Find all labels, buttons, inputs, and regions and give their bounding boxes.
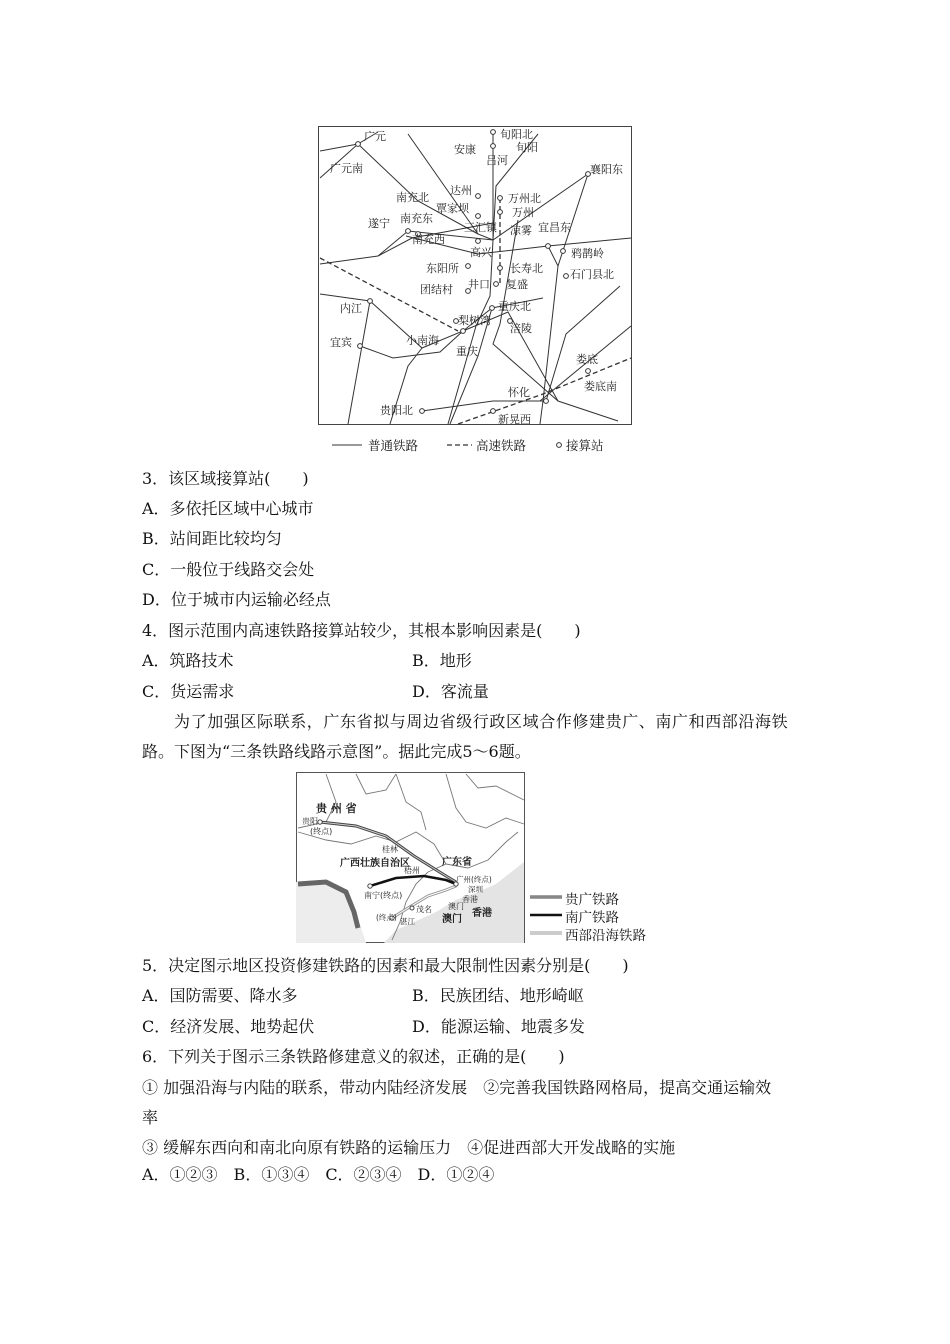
label-guangyuan: 广元 — [364, 130, 386, 143]
label-nanchongbei: 南充北 — [396, 191, 429, 204]
legend-highspeed-railway: 高速铁路 — [476, 438, 527, 453]
label-yaqueling: 鸦鹊岭 — [571, 247, 604, 260]
label-xunyangbei: 旬阳北 — [500, 128, 533, 141]
label-yichangdong: 宜昌东 — [538, 221, 571, 234]
label-hongkong-small: 香港 — [462, 895, 478, 904]
label-zhanjiang: 湛江 — [400, 917, 415, 926]
label-neijiang: 内江 — [340, 302, 362, 315]
map2-legend — [530, 888, 670, 944]
label-guangyuannan: 广元南 — [330, 162, 363, 175]
three-railways-map-svg — [296, 772, 526, 944]
label-guiyang: 贵阳 — [302, 817, 318, 826]
three-railways-map — [296, 772, 526, 944]
label-zhanjiang-terminal: (终点) — [376, 913, 397, 922]
label-maoming: 茂名 — [416, 905, 432, 914]
q6-options: A．①②③ B．①③④ C．②③④ D．①②④ — [142, 1165, 495, 1184]
q6-stem: 6．下列关于图示三条铁路修建意义的叙述，正确的是( ) — [142, 1047, 565, 1066]
label-huaihua: 怀化 — [508, 386, 530, 399]
label-macau-small: 澳门 — [448, 902, 464, 911]
q4-stem: 4．图示范围内高速铁路接算站较少，其根本影响因素是( ) — [142, 621, 581, 640]
legend-nanguang: 南广铁路 — [565, 910, 619, 926]
q5-option-b: B．民族团结、地形崎岖 — [412, 986, 584, 1005]
label-chongqing: 重庆 — [456, 345, 478, 358]
q3-option-a: A．多依托区域中心城市 — [142, 499, 314, 518]
legend-station: 接算站 — [566, 438, 604, 453]
label-liangwu: 凉雾 — [510, 224, 532, 237]
label-lvhe: 吕河 — [486, 154, 508, 167]
label-loudi: 娄底 — [576, 353, 598, 366]
intro-line-2: 路。下图为“三条铁路线路示意图”。据此完成5～6题。 — [142, 742, 531, 761]
label-dazhou: 达州 — [450, 184, 472, 197]
label-sanhuizhen: 三汇镇 — [464, 221, 497, 234]
label-tuanjiecun: 团结村 — [420, 283, 453, 296]
label-wanzhoubei: 万州北 — [508, 192, 541, 205]
legend-normal-railway: 普通铁路 — [368, 438, 419, 453]
label-chongqingbei: 重庆北 — [498, 300, 531, 313]
label-lishuwan: 梨树湾 — [458, 314, 491, 327]
label-hongkong: 香港 — [472, 908, 492, 919]
label-xinhuangxi: 新晃西 — [498, 413, 531, 426]
label-xunyang: 旬阳 — [516, 141, 538, 154]
q6-statements-1: ① 加强沿海与内陆的联系，带动内陆经济发展 ②完善我国铁路网格局，提高交通运输效 — [142, 1078, 772, 1097]
label-gaoxing: 高兴 — [470, 246, 492, 259]
q5-option-d: D．能源运输、地震多发 — [412, 1017, 585, 1036]
q4-option-a: A．筑路技术 — [142, 651, 234, 670]
label-loudinan: 娄底南 — [584, 380, 617, 393]
label-changshoubei: 长寿北 — [510, 262, 543, 275]
q5-option-c: C．经济发展、地势起伏 — [142, 1017, 315, 1036]
label-guilin: 桂林 — [382, 845, 398, 854]
label-guiyangbei: 贵阳北 — [380, 404, 413, 417]
legend-coastal: 西部沿海铁路 — [565, 928, 646, 944]
q6-statements-1-cont: 率 — [142, 1108, 159, 1127]
label-ankang: 安康 — [454, 143, 476, 156]
label-wanzhou: 万州 — [512, 206, 534, 219]
q4-option-c: C．货运需求 — [142, 682, 235, 701]
label-dongyangsuo: 东阳所 — [426, 262, 459, 275]
q5-stem: 5．决定图示地区投资修建铁路的因素和最大限制性因素分别是( ) — [142, 956, 629, 975]
label-shimenxianbei: 石门县北 — [570, 268, 614, 281]
q4-option-d: D．客流量 — [412, 682, 489, 701]
label-guiyang-terminal: (终点) — [310, 827, 333, 836]
label-xiaonanhai: 小南海 — [406, 334, 439, 347]
label-guangzhou: 广州(终点) — [456, 875, 492, 884]
q5-option-a: A．国防需要、降水多 — [142, 986, 298, 1005]
intro-line-1: 为了加强区际联系，广东省拟与周边省级行政区域合作修建贵广、南广和西部沿海铁 — [174, 712, 789, 731]
map1-legend — [332, 436, 632, 454]
q3-stem: 3．该区域接算站( ) — [142, 469, 309, 488]
q3-option-b: B．站间距比较均匀 — [142, 529, 282, 548]
label-nanning: 南宁(终点) — [364, 891, 403, 900]
label-guangdong: 广东省 — [442, 857, 472, 868]
q3-option-d: D．位于城市内运输必经点 — [142, 590, 331, 609]
label-nanchongxi: 南充西 — [412, 233, 445, 246]
label-shenzhen: 深圳 — [468, 885, 483, 894]
legend-guiguang: 贵广铁路 — [565, 892, 619, 908]
label-fuling: 涪陵 — [510, 322, 532, 335]
railway-map-svg — [318, 126, 633, 426]
q4-option-b: B．地形 — [412, 651, 472, 670]
label-fusheng: 复盛 — [506, 278, 528, 291]
label-wuzhou: 梧州 — [404, 866, 420, 875]
label-yibin: 宜宾 — [330, 336, 352, 349]
q3-option-c: C．一般位于线路交会处 — [142, 560, 315, 579]
label-nanchongdong: 南充东 — [400, 212, 433, 225]
q6-statements-2: ③ 缓解东西向和南北向原有铁路的运输压力 ④促进西部大开发战略的实施 — [142, 1138, 676, 1157]
label-xiangyangdong: 襄阳东 — [590, 163, 623, 176]
map2-legend-lines — [530, 888, 566, 944]
label-suining: 遂宁 — [368, 217, 390, 230]
label-macau: 澳门 — [442, 914, 462, 925]
label-qujiaba: 覃家坝 — [436, 202, 469, 215]
railway-map — [318, 126, 633, 426]
label-jingkou: 井口 — [468, 278, 490, 291]
label-guizhou: 贵 州 省 — [316, 802, 357, 815]
label-guangxi: 广西壮族自治区 — [340, 858, 410, 869]
